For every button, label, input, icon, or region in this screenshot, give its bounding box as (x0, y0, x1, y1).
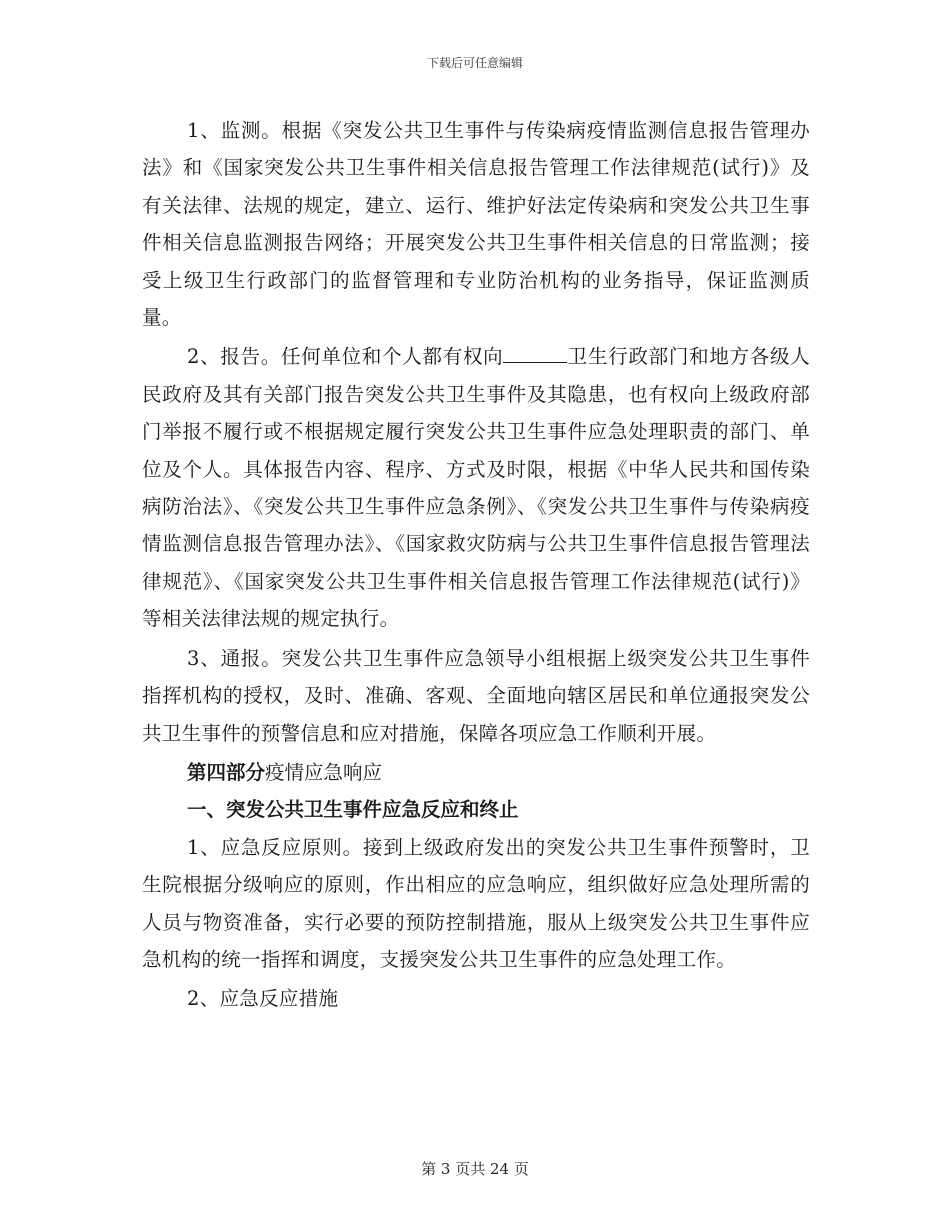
paragraph-response-measures: 2、应急反应措施 (187, 987, 339, 1011)
paragraph-reporting (142, 338, 810, 637)
fill-blank (503, 344, 567, 363)
header-note: 下载后可任意编辑 (426, 56, 523, 70)
part-four-label: 第四部分 (187, 760, 266, 784)
document-body (142, 112, 810, 1020)
page-number: 第 3 页共 24 页 (421, 1160, 529, 1178)
paragraph-notification: 3、通报。突发公共卫生事件应急领导小组根据上级突发公共卫生事件指挥机构的授权，及时、准确、客观、全面地向辖区居民和单位通报突发公共卫生事件的预警信息和应对措施，保障各项应急工作顺利开展。 (142, 646, 810, 745)
part-four-title: 疫情应急响应 (265, 760, 383, 784)
paragraph-response-principle: 1、应急反应原则。接到上级政府发出的突发公共卫生事件预警时，卫生院根据分级响应的原则，作出相应的应急响应，组织做好应急处理所需的人员与物资准备，实行必要的预防控制措施，服从上级突发公共卫生事件应急机构的统一指挥和调度，支援突发公共卫生事件的应急处理工作。 (142, 835, 810, 971)
section-one-heading: 一、突发公共卫生事件应急反应和终止 (187, 798, 519, 822)
reporting-text-end: 卫生行政部门和地方各级人民政府及其有关部门报告突发公共卫生事件及其隐患，也有权向上级政府部门举报不履行或不根据规定履行突发公共卫生事件应急处理职责的部门、单位及个人。具体报告内容、程序、方式及时限，根据《中华人民共和国传染病防治法》、《突发公共卫生事件应急条例》、《突发公共卫生事件与传染病疫情监测信息报告管理办法》、《国家救灾防病与公共卫生事件信息报告管理法律规范》、《国家突发公共卫生事件相关信息报告管理工作法律规范(试行)》等相关法律法规的规定执行。 (142, 345, 810, 631)
part-four-heading (142, 754, 810, 791)
paragraph-monitoring: 1、监测。根据《突发公共卫生事件与传染病疫情监测信息报告管理办法》和《国家突发公共卫生事件相关信息报告管理工作法律规范(试行)》及有关法律、法规的规定，建立、运行、维护好法定传染病和突发公共卫生事件相关信息监测报告网络；开展突发公共卫生事件相关信息的日常监测；接受上级卫生行政部门的监督管理和专业防治机构的业务指导，保证监测质量。 (142, 119, 810, 330)
reporting-text-start: 2、报告。任何单位和个人都有权向 (187, 345, 504, 369)
